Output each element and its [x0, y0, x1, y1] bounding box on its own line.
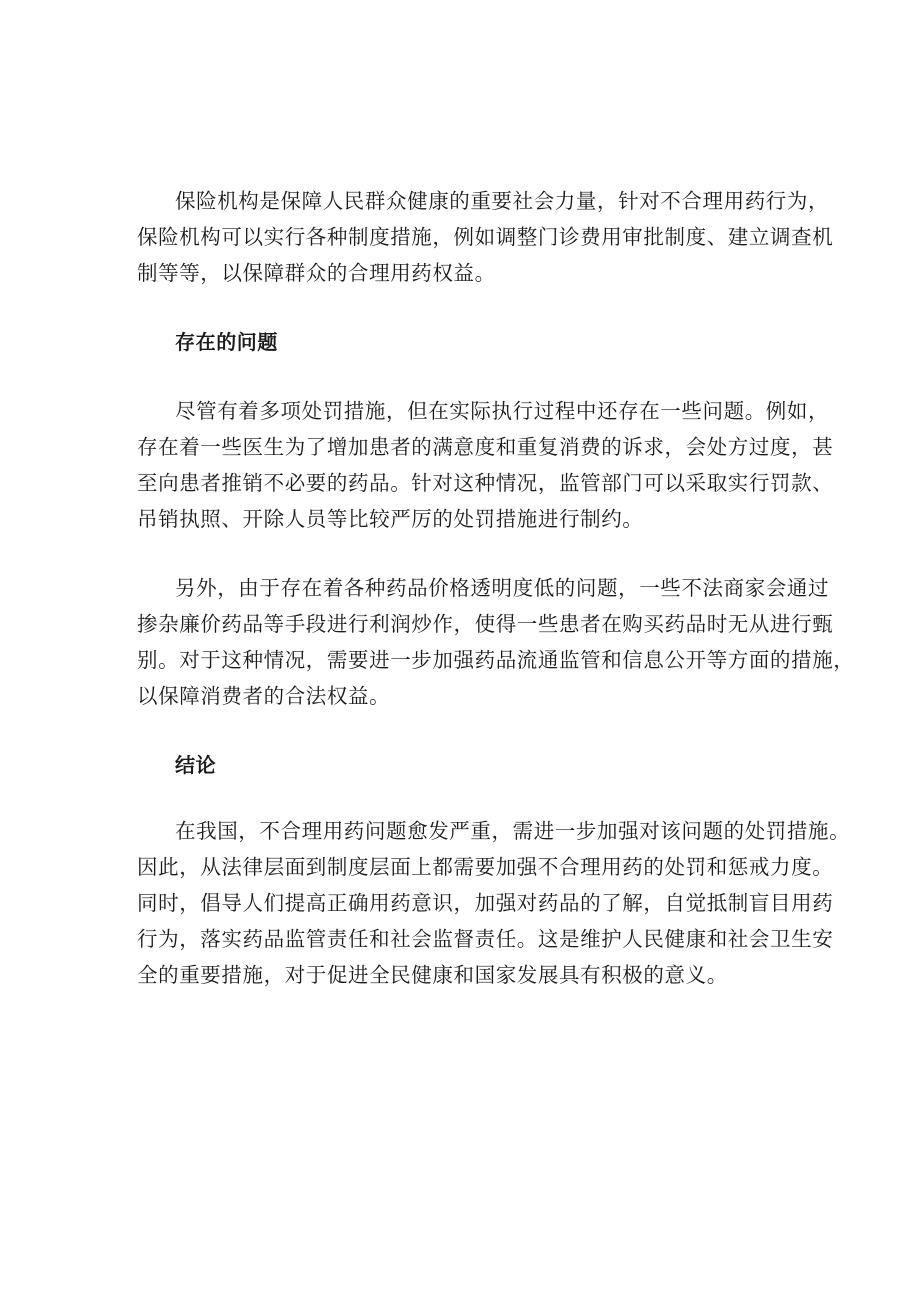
text-line: 保险机构可以实行各种制度措施，例如调整门诊费用审批制度、建立调查机 — [137, 225, 834, 249]
paragraph-problems — [137, 393, 834, 537]
text-line: 以保障消费者的合法权益。 — [137, 684, 391, 708]
text-line: 全的重要措施，对于促进全民健康和国家发展具有积极的意义。 — [137, 963, 728, 987]
text-line: 在我国，不合理用药问题愈发严重，需进一步加强对该问题的处罚措施。 — [175, 819, 851, 843]
text-line: 尽管有着多项处罚措施，但在实际执行过程中还存在一些问题。例如， — [175, 399, 830, 423]
text-line: 行为，落实药品监管责任和社会监督责任。这是维护人民健康和社会卫生安 — [137, 927, 834, 951]
text-line: 存在着一些医生为了增加患者的满意度和重复消费的诉求，会处方过度，甚 — [137, 435, 834, 459]
section-heading-problems: 存在的问题 — [175, 330, 278, 354]
text-line: 至向患者推销不必要的药品。针对这种情况，监管部门可以采取实行罚款、 — [137, 471, 834, 495]
paragraph-conclusion — [137, 813, 851, 993]
text-line: 同时，倡导人们提高正确用药意识，加强对药品的了解，自觉抵制盲目用药 — [137, 891, 834, 915]
text-line: 掺杂廉价药品等手段进行利润炒作，使得一些患者在购买药品时无从进行甄 — [137, 612, 834, 636]
text-line: 因此，从法律层面到制度层面上都需要加强不合理用药的处罚和惩戒力度。 — [137, 855, 834, 879]
section-heading-conclusion: 结论 — [175, 753, 217, 777]
paragraph-pricing — [137, 570, 855, 714]
text-line: 吊销执照、开除人员等比较严厉的处罚措施进行制约。 — [137, 507, 644, 531]
text-line: 另外，由于存在着各种药品价格透明度低的问题，一些不法商家会通过 — [175, 576, 830, 600]
paragraph-insurance — [137, 183, 834, 291]
text-line: 制等等，以保障群众的合理用药权益。 — [137, 261, 496, 285]
document-body — [137, 183, 855, 1026]
text-line: 别。对于这种情况，需要进一步加强药品流通监管和信息公开等方面的措施， — [137, 648, 855, 672]
text-line: 保险机构是保障人民群众健康的重要社会力量，针对不合理用药行为， — [175, 189, 830, 213]
